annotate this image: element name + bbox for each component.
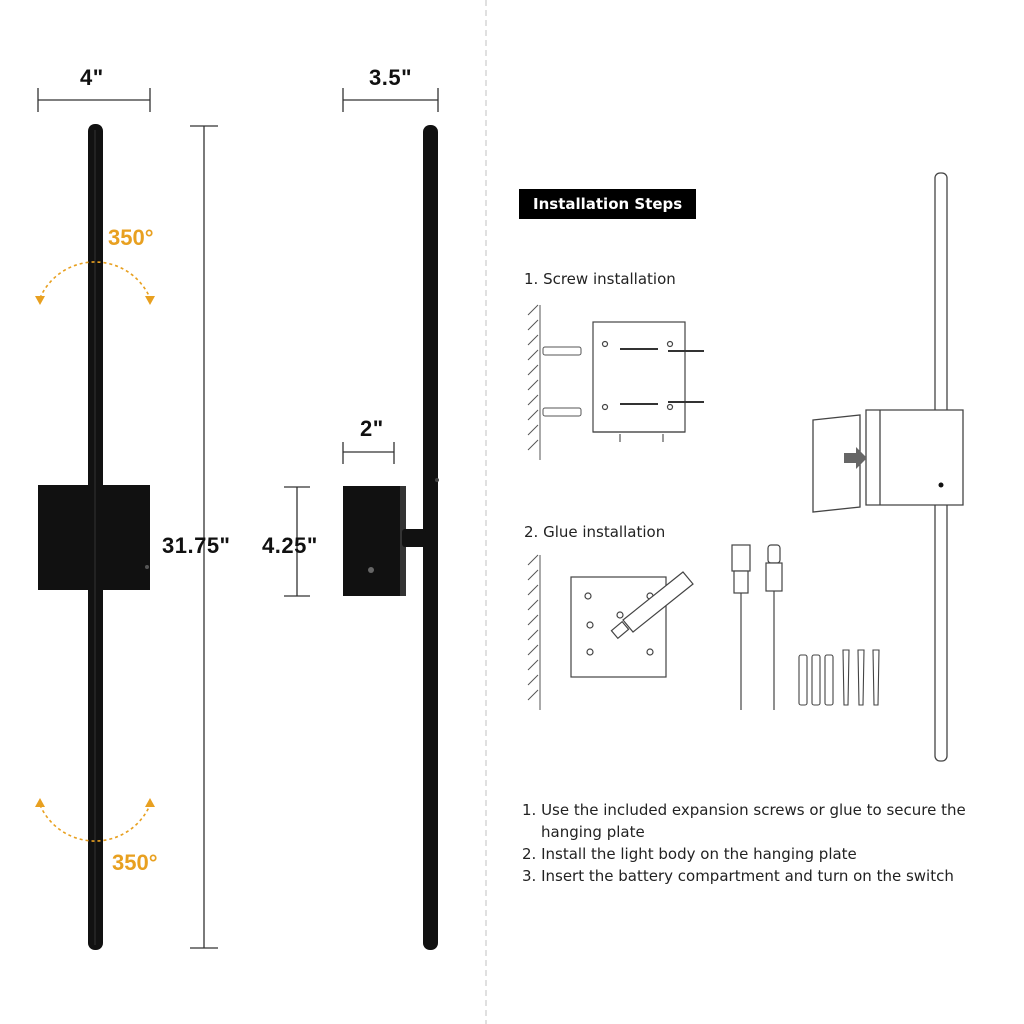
step2-title: 2. Glue installation [524, 523, 666, 541]
hanging-plate [593, 322, 685, 432]
installation-badge: Installation Steps [519, 189, 696, 219]
wall-hatch-2 [528, 555, 540, 710]
note-line: 1. Use the included expansion screws or glue to secure the [522, 801, 966, 819]
installation-notes [522, 799, 1012, 887]
anchor-icon [543, 347, 581, 416]
box-width-dimension [343, 442, 394, 464]
side-lamp [343, 125, 439, 950]
switch-dot [939, 483, 944, 488]
rotation-bottom-label: 350° [112, 850, 158, 875]
wall-hatch-1 [528, 305, 540, 460]
note-line: 3. Insert the battery compartment and turn on the switch [522, 867, 954, 885]
note-line: 2. Install the light body on the hanging plate [522, 845, 857, 863]
usb-a-plug-icon [732, 545, 750, 710]
rotation-top-label: 350° [108, 225, 154, 250]
front-width-dimension [38, 88, 150, 112]
mount-illustration [813, 173, 963, 761]
note-line: hanging plate [541, 823, 645, 841]
plate-pins [620, 434, 663, 442]
total-height-label: 31.75" [162, 533, 231, 558]
hardware-kit [799, 650, 879, 705]
usb-c-plug-icon [766, 545, 782, 710]
front-width-label: 4" [80, 65, 104, 90]
box-height-label: 4.25" [262, 533, 318, 558]
box-width-label: 2" [360, 416, 384, 441]
side-depth-label: 3.5" [369, 65, 413, 90]
side-depth-dimension [343, 88, 438, 112]
step1-title: 1. Screw installation [524, 270, 676, 288]
